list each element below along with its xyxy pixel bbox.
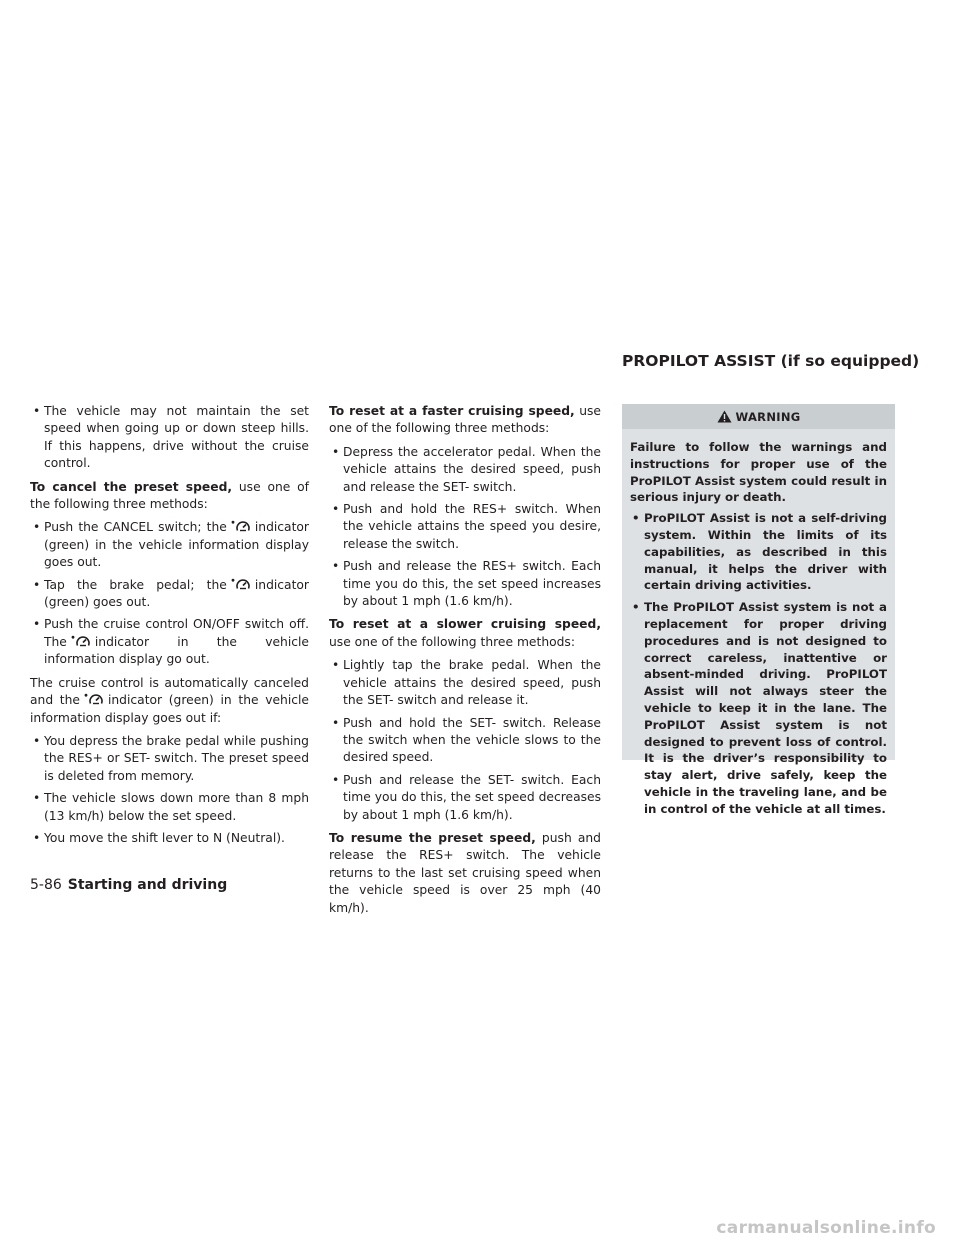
- resume-text: push and release the RES+ switch. The vehicle returns to the last set cruising speed when the vehicle speed is over 25 mph (40 km/h).: [329, 830, 601, 915]
- slower-intro-text: use one of the following three methods:: [329, 634, 575, 649]
- slower-methods-list: [329, 657, 601, 824]
- cruise-control-indicator-icon: [69, 635, 93, 648]
- warning-title: WARNING: [735, 409, 801, 424]
- list-item: • The vehicle may not maintain the set speed when going up or down steep hills. If this happens, drive without the cruise control.: [30, 403, 309, 473]
- intro-list: [30, 403, 309, 473]
- faster-methods-list: [329, 444, 601, 611]
- list-item: [30, 577, 309, 612]
- list-item: • You move the shift lever to N (Neutral).: [30, 830, 309, 847]
- cancel-intro-text: use one of the following three methods:: [30, 479, 309, 512]
- list-item: • Push and release the SET- switch. Each time you do this, the set speed decreases by about 1 mph (1.6 km/h).: [329, 772, 601, 824]
- resume-heading: To resume the preset speed,: [329, 830, 536, 845]
- faster-paragraph: [329, 403, 601, 438]
- warning-body: [622, 429, 895, 818]
- list-item: • Push and hold the SET- switch. Release the switch when the vehicle slows to the desired speed.: [329, 715, 601, 767]
- item-text: Push the cruise control ON/OFF switch off. The: [44, 617, 309, 649]
- chapter-title: Starting and driving: [67, 877, 228, 893]
- list-item: • The vehicle slows down more than 8 mph (13 km/h) below the set speed.: [30, 790, 309, 825]
- cruise-control-indicator-icon: [229, 520, 253, 533]
- warning-triangle-icon: [717, 410, 732, 423]
- auto-cancel-paragraph: [30, 675, 309, 727]
- list-item: • Depress the accelerator pedal. When the vehicle attains the desired speed, push and release the SET- switch.: [329, 444, 601, 496]
- middle-column: [329, 403, 601, 923]
- paragraph-text: The cruise control is automatically canceled and the: [30, 675, 309, 708]
- item-text: indicator (green) goes out.: [44, 577, 309, 610]
- item-text: Tap the brake pedal; the: [44, 577, 227, 592]
- left-column: [30, 403, 309, 853]
- list-item: [30, 616, 309, 668]
- cruise-control-indicator-icon: [82, 693, 106, 706]
- paragraph-text: indicator (green) in the vehicle information display goes out if:: [30, 693, 309, 725]
- cancel-methods-list: [30, 519, 309, 668]
- warning-intro: Failure to follow the warnings and instructions for proper use of the ProPILOT Assist system could result in serious injury or death.: [630, 440, 887, 505]
- list-item: • The ProPILOT Assist system is not a replacement for proper driving procedures and is not designed to correct careless, inattentive or absent-minded driving. ProPILOT Assist will not always steer the vehicle to keep it in the lane. The ProPILOT Assist system is not designed to prevent loss of control. It is the driver’s responsibility to stay alert, drive safely, keep the vehicle in the traveling lane, and be in control of the vehicle at all times.: [630, 599, 887, 817]
- slower-paragraph: [329, 616, 601, 651]
- list-item: • Push and release the RES+ switch. Each time you do this, the set speed increases by about 1 mph (1.6 km/h).: [329, 558, 601, 610]
- page-footer: [30, 875, 227, 895]
- slower-heading: To reset at a slower cruising speed,: [329, 617, 601, 632]
- warning-box: [622, 404, 895, 816]
- cancel-heading: To cancel the preset speed,: [30, 479, 233, 494]
- list-item: [30, 519, 309, 571]
- faster-heading: To reset at a faster cruising speed,: [329, 404, 575, 418]
- cruise-control-indicator-icon: [229, 578, 253, 591]
- warning-list: [630, 510, 887, 817]
- warning-header: [622, 404, 895, 429]
- item-text: indicator in the vehicle information display go out.: [44, 634, 309, 667]
- item-text: indicator (green) in the vehicle information display goes out.: [44, 520, 309, 570]
- faster-intro-text: use one of the following three methods:: [329, 404, 601, 436]
- list-item: • You depress the brake pedal while pushing the RES+ or SET- switch. The preset speed is deleted from memory.: [30, 733, 309, 785]
- page-number: 5-86: [30, 877, 62, 893]
- cancel-paragraph: [30, 479, 309, 514]
- resume-paragraph: [329, 830, 601, 917]
- list-item: • ProPILOT Assist is not a self-driving system. Within the limits of its capabilities, as described in this manual, it helps the driver with certain driving activities.: [630, 510, 887, 594]
- list-item: • Push and hold the RES+ switch. When the vehicle attains the speed you desire, release the switch.: [329, 501, 601, 553]
- list-item: • Lightly tap the brake pedal. When the vehicle attains the desired speed, push the SET- switch and release it.: [329, 657, 601, 709]
- item-text: Push the CANCEL switch; the: [44, 520, 227, 535]
- watermark: carmanualsonline.info: [716, 1218, 936, 1238]
- auto-cancel-list: [30, 733, 309, 847]
- section-title: PROPILOT ASSIST (if so equipped): [622, 352, 920, 370]
